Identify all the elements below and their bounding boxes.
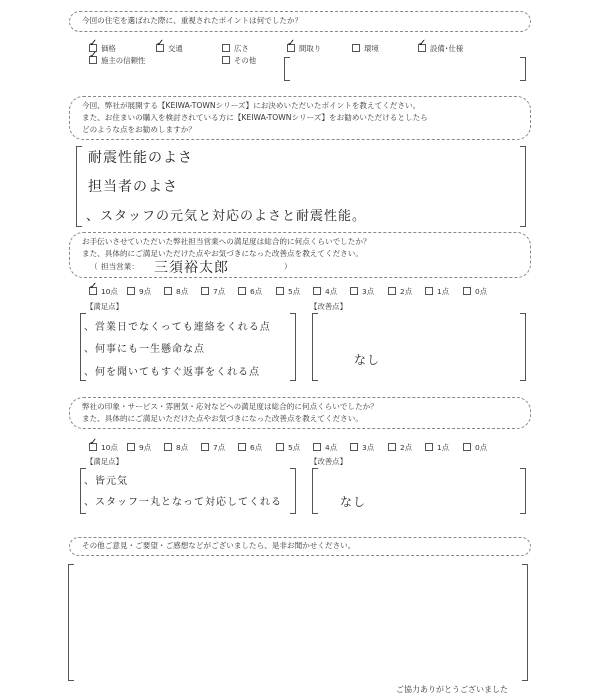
section2-question-line-2: また、お住まいの購入を検討されている方に【KEIWA-TOWNシリーズ】をお勧めいただけるとしたら [82, 113, 428, 122]
section3-score-option-label: 7点 [213, 287, 226, 296]
section3-staff-close: ） [284, 262, 292, 271]
section3-score-option-7[interactable] [350, 287, 374, 297]
section3-score-option-4[interactable] [238, 287, 262, 297]
checkbox-icon[interactable] [201, 443, 209, 451]
section3-satisfied-line-3: 、何を聞いてもすぐ返事をくれる点 [84, 367, 260, 378]
section2-question-line-1: 今回、弊社が展開する【KEIWA-TOWNシリーズ】にお決めいただいたポイントを教えてください。 [82, 101, 421, 110]
section3-question-line-1: お手伝いさせていただいた弊社担当営業への満足度は総合的に何点くらいでしたか？ [82, 237, 371, 246]
section4-score-option-label: 2点 [400, 443, 413, 452]
section1-option-label: 交通 [168, 44, 183, 53]
checkbox-icon[interactable] [350, 287, 358, 295]
section4-score-option-label: 6点 [250, 443, 263, 452]
checkbox-icon[interactable] [287, 38, 296, 52]
checkbox-icon[interactable] [164, 443, 172, 451]
section5-answer-bracket-right [522, 564, 528, 681]
section2-answer-line-2: 担当者のよさ [88, 179, 178, 195]
section3-score-option-label: 4点 [325, 287, 338, 296]
section1-question: 今回の住宅を選ばれた際に、重視されたポイントは何でしたか？ [82, 16, 303, 25]
section1-option-label: 広さ [234, 44, 249, 53]
checkbox-icon[interactable] [276, 443, 284, 451]
section2-answer-line-1: 耐震性能のよさ [88, 150, 193, 166]
section4-question-line-1: 弊社の印象・サービス・雰囲気・応対などへの満足度は総合的に何点くらいでしたか？ [82, 402, 378, 411]
section1-option-label: その他 [234, 56, 257, 65]
section3-staff-label: 担当営業： [101, 262, 139, 271]
section2-answer-bracket-left [76, 146, 82, 227]
section1-option-7[interactable] [222, 56, 256, 66]
section1-option-1[interactable] [156, 38, 183, 54]
checkbox-icon[interactable] [418, 38, 427, 52]
footer-thanks: ご協力ありがとうございました [396, 685, 508, 694]
checkmark-icon: ✓ [156, 38, 165, 49]
section3-score-option-label: 5点 [288, 287, 301, 296]
section3-score-option-10[interactable] [463, 287, 487, 297]
section3-score-option-8[interactable] [388, 287, 412, 297]
checkbox-icon[interactable] [127, 443, 135, 451]
section4-score-option-label: 3点 [362, 443, 375, 452]
checkbox-icon[interactable] [156, 38, 165, 52]
section3-score-option-0[interactable] [89, 281, 118, 297]
checkbox-icon[interactable] [238, 287, 246, 295]
section3-score-option-9[interactable] [425, 287, 449, 297]
section4-score-option-1[interactable] [127, 443, 151, 453]
checkbox-icon[interactable] [425, 443, 433, 451]
section4-score-option-label: 4点 [325, 443, 338, 452]
checkmark-icon: ✓ [89, 50, 98, 61]
checkbox-icon[interactable] [127, 287, 135, 295]
section3-score-option-5[interactable] [276, 287, 300, 297]
section1-option-3[interactable] [287, 38, 322, 54]
section3-score-option-6[interactable] [313, 287, 337, 297]
section4-question-line-2: また、具体的にご満足いただけた点やお気づきになった改善点を教えてください。 [82, 414, 363, 423]
section5-answer-bracket-left [68, 564, 74, 681]
section3-improve-text: なし [354, 353, 381, 367]
checkbox-icon[interactable] [388, 443, 396, 451]
section4-satisfied-bracket-right [290, 468, 296, 514]
section4-satisfied-line-2: 、スタッフ一丸となって対応してくれる [84, 497, 282, 508]
section3-score-option-label: 2点 [400, 287, 413, 296]
section3-score-option-label: 0点 [475, 287, 488, 296]
checkbox-icon[interactable] [276, 287, 284, 295]
section3-score-option-1[interactable] [127, 287, 151, 297]
section4-score-option-9[interactable] [425, 443, 449, 453]
section4-score-option-6[interactable] [313, 443, 337, 453]
section3-score-option-label: 1点 [437, 287, 450, 296]
section4-score-option-3[interactable] [201, 443, 225, 453]
section4-score-option-label: 5点 [288, 443, 301, 452]
section3-improve-label: 【改善点】 [310, 302, 347, 311]
checkbox-icon[interactable] [89, 281, 98, 295]
checkmark-icon: ✓ [418, 38, 427, 49]
section4-improve-bracket-right [520, 468, 526, 514]
section1-option-2[interactable] [222, 44, 249, 54]
section4-satisfied-label: 【満足点】 [86, 457, 123, 466]
checkmark-icon: ✓ [89, 281, 98, 292]
section3-score-option-label: 6点 [250, 287, 263, 296]
section3-improve-bracket-right [520, 313, 526, 381]
section3-staff-name: 三須裕太郎 [154, 260, 229, 276]
checkmark-icon: ✓ [287, 38, 296, 49]
section3-staff-open: （ [90, 262, 98, 271]
section3-score-option-label: 3点 [362, 287, 375, 296]
checkbox-icon[interactable] [313, 443, 321, 451]
section4-score-option-label: 9点 [139, 443, 152, 452]
section5-question: その他ご意見・ご要望・ご感想などがございましたら、是非お聞かせください。 [82, 541, 356, 550]
checkbox-icon[interactable] [238, 443, 246, 451]
section1-option-label: 間取り [299, 44, 322, 53]
section3-question-line-2: また、具体的にご満足いただけた点やお気づきになった改善点を教えてください。 [82, 249, 363, 258]
section4-score-option-8[interactable] [388, 443, 412, 453]
section4-score-option-2[interactable] [164, 443, 188, 453]
section4-score-option-5[interactable] [276, 443, 300, 453]
section3-score-option-label: 10点 [101, 287, 118, 296]
section3-satisfied-line-1: 、営業日でなくっても連絡をくれる点 [84, 322, 271, 333]
checkbox-icon[interactable] [350, 443, 358, 451]
checkbox-icon[interactable] [222, 56, 230, 64]
section2-answer-line-3: 、スタッフの元気と対応のよさと耐震性能。 [86, 209, 367, 224]
checkbox-icon[interactable] [463, 443, 471, 451]
section3-satisfied-line-2: 、何事にも一生懸命な点 [84, 344, 205, 355]
section4-improve-text: なし [340, 495, 367, 509]
section4-score-option-10[interactable] [463, 443, 487, 453]
section3-improve-bracket-left [312, 313, 318, 381]
section1-option-label: 環境 [364, 44, 379, 53]
section4-score-option-0[interactable] [89, 437, 118, 453]
section1-answer-bracket-right [520, 57, 526, 81]
section3-score-option-label: 9点 [139, 287, 152, 296]
section4-score-option-label: 7点 [213, 443, 226, 452]
section3-satisfied-label: 【満足点】 [86, 302, 123, 311]
section4-score-option-label: 10点 [101, 443, 118, 452]
checkbox-icon[interactable] [89, 50, 98, 64]
checkbox-icon[interactable] [89, 437, 98, 451]
section1-option-label: 価格 [101, 44, 116, 53]
checkmark-icon: ✓ [89, 38, 98, 49]
section4-score-option-label: 1点 [437, 443, 450, 452]
section1-option-5[interactable] [418, 38, 464, 54]
checkbox-icon[interactable] [222, 44, 230, 52]
checkbox-icon[interactable] [164, 287, 172, 295]
checkbox-icon[interactable] [352, 44, 360, 52]
checkbox-icon[interactable] [425, 287, 433, 295]
section4-improve-bracket-left [312, 468, 318, 514]
section1-option-label: 設備･仕様 [430, 44, 464, 53]
section4-score-option-label: 0点 [475, 443, 488, 452]
checkmark-icon: ✓ [89, 437, 98, 448]
section2-question-line-3: どのような点をお勧めしますか？ [82, 125, 196, 134]
section4-score-option-label: 8点 [176, 443, 189, 452]
checkbox-icon[interactable] [388, 287, 396, 295]
section1-option-4[interactable] [352, 44, 379, 54]
checkbox-icon[interactable] [463, 287, 471, 295]
section1-option-6[interactable] [89, 50, 146, 66]
section3-score-option-2[interactable] [164, 287, 188, 297]
section1-option-label: 施主の信頼性 [101, 56, 146, 65]
section3-satisfied-bracket-right [290, 313, 296, 381]
section3-score-option-label: 8点 [176, 287, 189, 296]
section4-satisfied-line-1: 、皆元気 [84, 476, 128, 487]
section4-score-option-4[interactable] [238, 443, 262, 453]
checkbox-icon[interactable] [313, 287, 321, 295]
section4-improve-label: 【改善点】 [310, 457, 347, 466]
section2-answer-bracket-right [520, 146, 526, 227]
section3-score-option-3[interactable] [201, 287, 225, 297]
section4-score-option-7[interactable] [350, 443, 374, 453]
section1-answer-bracket-left [284, 57, 290, 81]
checkbox-icon[interactable] [201, 287, 209, 295]
